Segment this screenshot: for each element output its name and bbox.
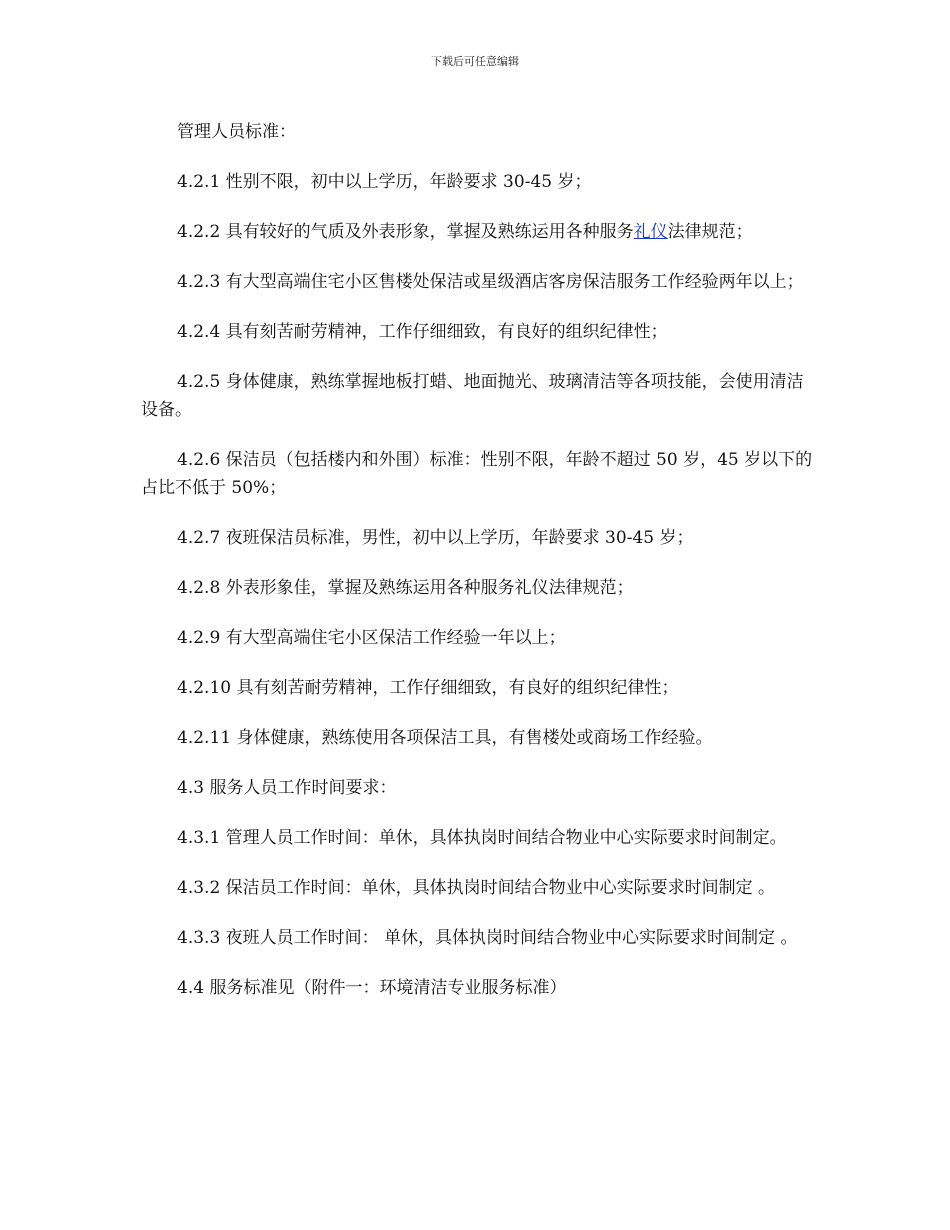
paragraph-4-2-6: 4.2.6 保洁员（包括楼内和外围）标准：性别不限，年龄不超过 50 岁，45 岁以下的占比不低于 50%；	[141, 450, 813, 498]
etiquette-link[interactable]: 礼仪	[633, 222, 668, 242]
paragraph-4-3-1: 4.3.1 管理人员工作时间：单休，具体执岗时间结合物业中心实际要求时间制定。	[177, 828, 787, 848]
paragraph-4-2-2-text-after: 法律规范；	[667, 222, 753, 242]
paragraph-4-2-1: 4.2.1 性别不限，初中以上学历，年龄要求 30-45 岁；	[177, 172, 592, 192]
paragraph-management-standard-heading: 管理人员标准：	[177, 122, 296, 142]
paragraph-4-3-heading: 4.3 服务人员工作时间要求：	[177, 778, 397, 798]
paragraph-4-2-3: 4.2.3 有大型高端住宅小区售楼处保洁或星级酒店客房保洁服务工作经验两年以上；	[177, 272, 804, 292]
page-header: 下载后可任意编辑	[431, 55, 519, 68]
paragraph-4-2-9: 4.2.9 有大型高端住宅小区保洁工作经验一年以上；	[177, 628, 566, 648]
paragraph-4-2-2	[141, 218, 813, 246]
paragraph-4-2-10: 4.2.10 具有刻苦耐劳精神，工作仔细细致，有良好的组织纪律性；	[177, 678, 679, 698]
paragraph-4-3-2: 4.3.2 保洁员工作时间：单休，具体执岗时间结合物业中心实际要求时间制定 。	[177, 878, 776, 898]
paragraph-4-2-4: 4.2.4 具有刻苦耐劳精神，工作仔细细致，有良好的组织纪律性；	[177, 322, 668, 342]
paragraph-4-2-2-text-before: 4.2.2 具有较好的气质及外表形象，掌握及熟练运用各种服务	[177, 222, 634, 242]
paragraph-4-3-3: 4.3.3 夜班人员工作时间： 单休，具体执岗时间结合物业中心实际要求时间制定 。	[177, 928, 798, 948]
paragraph-4-2-11: 4.2.11 身体健康，熟练使用各项保洁工具，有售楼处或商场工作经验。	[177, 728, 713, 748]
paragraph-4-2-7: 4.2.7 夜班保洁员标准，男性，初中以上学历，年龄要求 30-45 岁；	[177, 528, 694, 548]
paragraph-4-2-5: 4.2.5 身体健康，熟练掌握地板打蜡、地面抛光、玻璃清洁等各项技能，会使用清洁设备。	[141, 372, 804, 420]
paragraph-4-2-8: 4.2.8 外表形象佳，掌握及熟练运用各种服务礼仪法律规范；	[177, 578, 634, 598]
document-body	[141, 118, 813, 1024]
paragraph-4-4: 4.4 服务标准见（附件一：环境清洁专业服务标准）	[177, 978, 567, 998]
